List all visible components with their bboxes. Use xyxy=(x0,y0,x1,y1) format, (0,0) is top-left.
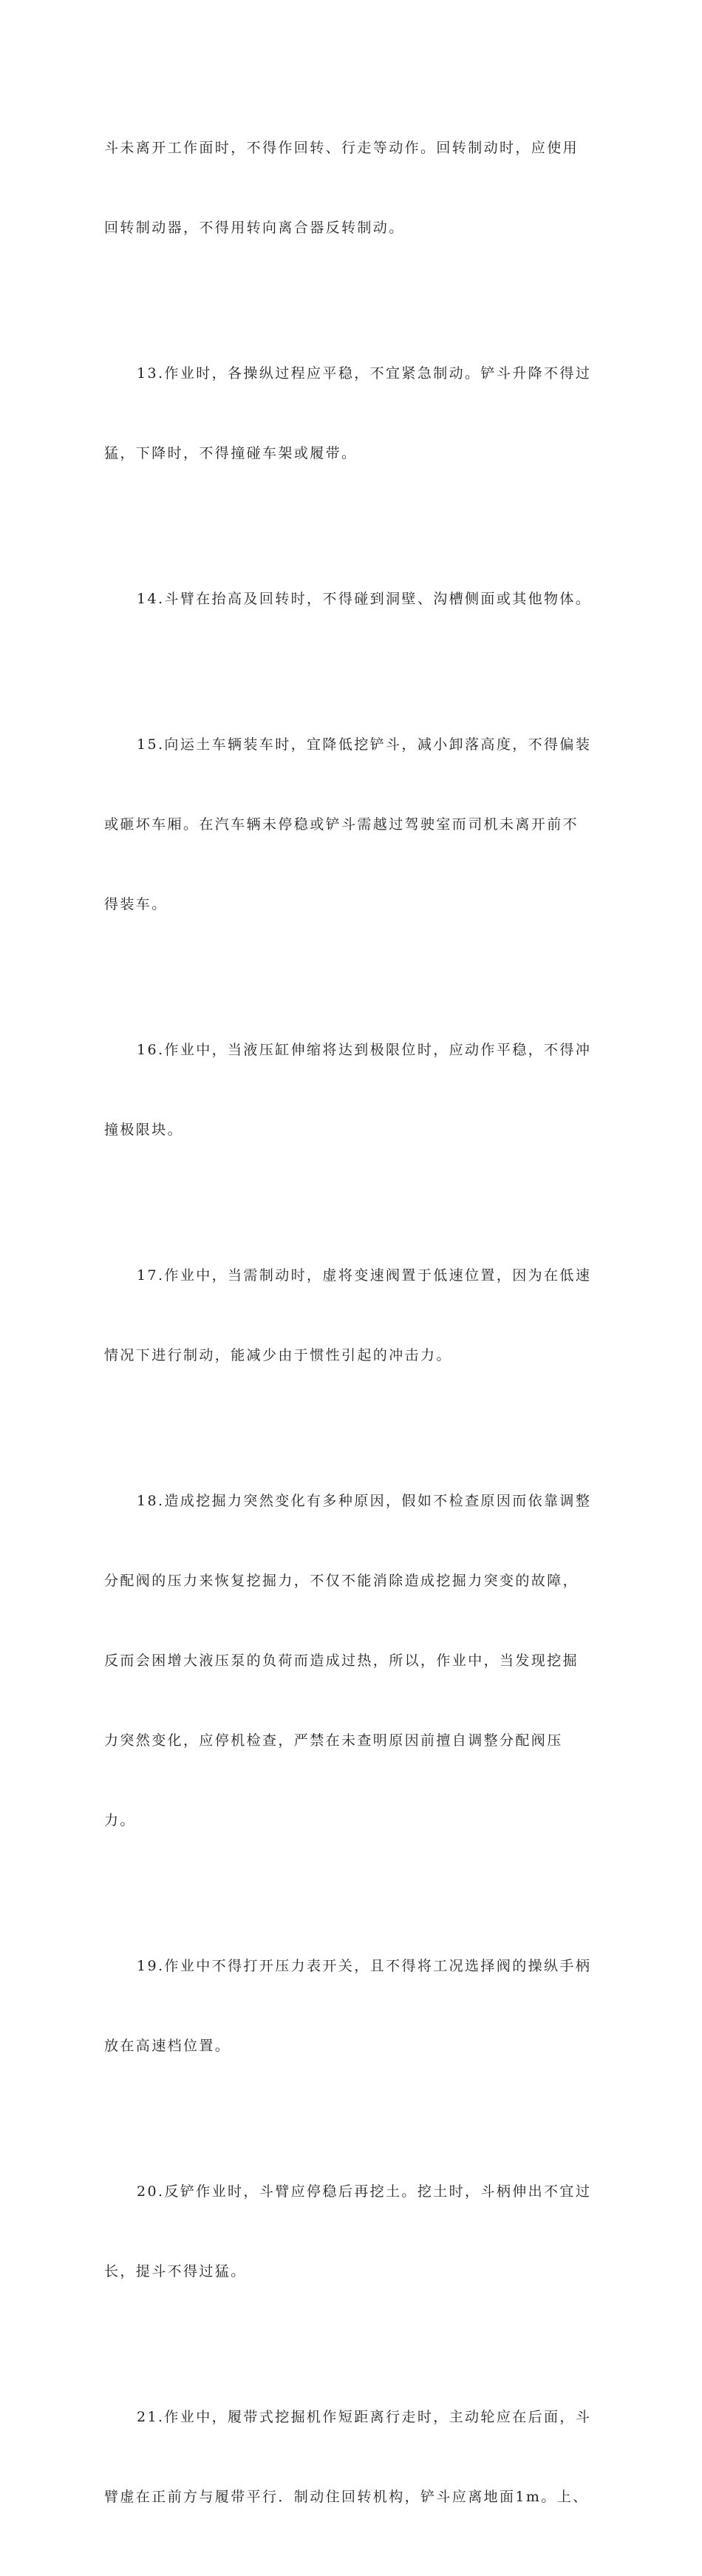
text-line: 情况下进行制动，能减少由于惯性引起的冲击力。 xyxy=(104,1347,452,1363)
text-line: 得装车。 xyxy=(104,896,168,912)
text-line: 17.作业中，当需制动时，虚将变速阀置于低速位置，因为在低速 xyxy=(137,1267,592,1284)
paragraph-14 xyxy=(104,532,596,665)
paragraph-15 xyxy=(104,678,596,971)
text-line: 14.斗臂在抬高及回转时，不得碰到洞壁、沟槽侧面或其他物体。 xyxy=(137,591,592,607)
text-line: 力突然变化，应停机检查，严禁在未查明原因前擅自调整分配阀压 xyxy=(104,1732,563,1749)
text-line: 撞极限块。 xyxy=(104,1122,184,1138)
text-line: 13.作业时，各操纵过程应平稳，不宜紧急制动。铲斗升降不得过 xyxy=(137,365,592,382)
paragraph-18 xyxy=(104,1434,596,1887)
text-line: 或砸坏车厢。在汽车辆未停稳或铲斗需越过驾驶室而司机未离开前不 xyxy=(104,816,579,833)
text-line: 回转制动器，不得用转向离合器反转制动。 xyxy=(104,220,405,236)
text-line: 放在高速档位置。 xyxy=(104,2038,231,2054)
text-line: 分配阀的压力来恢复挖掘力，不仅不能消除造成挖掘力突变的故障， xyxy=(104,1573,579,1589)
text-line: 反而会困增大液压泵的负荷而造成过热，所以，作业中，当发现挖掘 xyxy=(104,1653,579,1669)
document-body xyxy=(104,81,596,2576)
text-line: 16.作业中，当液压缸伸缩将达到极限位时，应动作平稳，不得冲 xyxy=(137,1042,592,1058)
paragraph-13 xyxy=(104,307,596,520)
text-line: 猛，下降时，不得撞碰车架或履带。 xyxy=(104,445,358,461)
text-line: 20.反铲作业时，斗臂应停稳后再挖土。挖土时，斗柄伸出不宜过 xyxy=(137,2183,592,2200)
paragraph-12-continued xyxy=(104,81,596,294)
paragraph-21 xyxy=(104,2350,596,2563)
paragraph-20 xyxy=(104,2125,596,2338)
text-line: 15.向运土车辆装车时，宜降低挖铲斗，减小卸落高度，不得偏装 xyxy=(137,736,592,753)
text-line: 21.作业中，履带式挖掘机作短距离行走时，主动轮应在后面，斗 xyxy=(137,2409,592,2425)
text-line: 斗未离开工作面时，不得作回转、行走等动作。回转制动时，应使用 xyxy=(104,140,579,156)
paragraph-16 xyxy=(104,983,596,1196)
text-line: 18.造成挖掘力突然变化有多种原因，假如不检查原因而依靠调整 xyxy=(137,1493,592,1509)
text-line: 19.作业中不得打开压力表开关，且不得将工况选择阀的操纵手柄 xyxy=(137,1958,592,1974)
text-line: 长，提斗不得过猛。 xyxy=(104,2263,247,2280)
text-line: 臂虚在正前方与履带平行．制动住回转机构，铲斗应离地面1m。上、 xyxy=(104,2489,589,2505)
paragraph-19 xyxy=(104,1899,596,2112)
text-line: 力。 xyxy=(104,1812,136,1828)
paragraph-17 xyxy=(104,1209,596,1422)
